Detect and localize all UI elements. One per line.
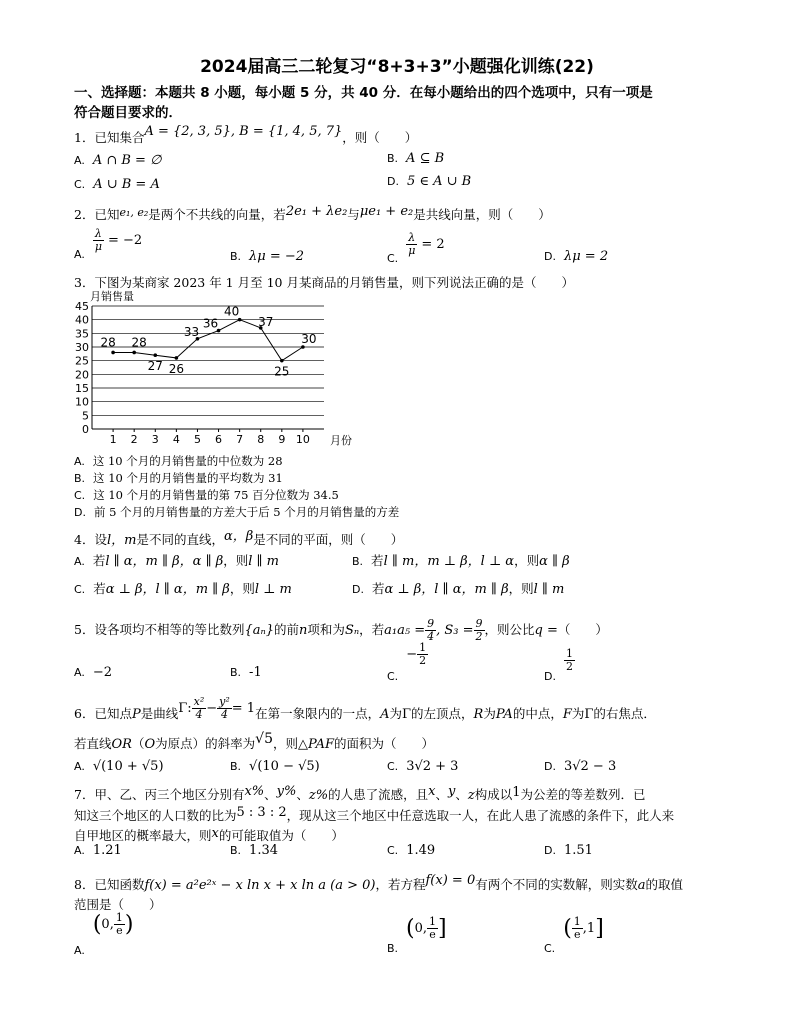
data-point: [153, 353, 157, 357]
chart-yticks: [75, 300, 89, 436]
data-label: 40: [223, 304, 240, 319]
data-label: 28: [100, 335, 116, 350]
x-tick-label: 9: [278, 433, 286, 446]
q7-stem-line1: 7．甲、乙、丙三个地区分别有x%、y%、z%的人患了流感，且x、y、z构成以1为公差的等差数列．已: [74, 784, 646, 803]
data-point: [111, 351, 115, 355]
x-tick-label: 3: [151, 433, 159, 446]
x-tick-label: 7: [236, 433, 244, 446]
chart-xlabel: 月份: [330, 434, 352, 447]
chart-data-labels: [100, 305, 316, 379]
q3-option-d[interactable]: D. 前 5 个月的月销售量的方差大于后 5 个月的月销售量的方差: [74, 505, 400, 519]
data-label: 33: [183, 324, 200, 339]
x-tick-label: 4: [172, 433, 180, 446]
y-tick-label: 0: [82, 423, 89, 436]
q2-option-b[interactable]: B. λμ = −2: [230, 249, 305, 264]
section-heading-line2: 符合题目要求的．: [74, 105, 182, 121]
q2-stem: 2．已知e₁, e₂是两个不共线的向量，若2e₁ + λe₂与μe₁ + e₂是共线向量，则（ ）: [74, 204, 551, 222]
q6-option-b[interactable]: B. √(10 − √5): [230, 759, 320, 774]
y-tick-label: 15: [75, 382, 89, 395]
x-tick-label: 10: [295, 433, 310, 446]
q6-stem-line2: 若直线OR（O为原点）的斜率为√5，则△PAF的面积为（ ）: [74, 731, 434, 752]
q3-option-a[interactable]: A. 这 10 个月的月销售量的中位数为 28: [74, 454, 283, 468]
q1-option-a[interactable]: A. A ∩ B = ∅: [74, 153, 162, 168]
x-tick-label: 1: [109, 433, 117, 446]
q1-option-d[interactable]: D. 5 ∈ A ∪ B: [387, 174, 472, 189]
q7-option-a[interactable]: A. 1.21: [74, 843, 122, 858]
data-label: 27: [147, 359, 163, 374]
q5-stem: 5．设各项均不相等的等比数列{aₙ}的前n项和为Sₙ，若a₁a₅ = $\frac{9}{4}$ , S₃ = $\frac{9}{2}$ ，则公比q =（ ）: [74, 617, 608, 643]
q4-option-c[interactable]: C. 若α ⊥ β，l ∥ α，m ∥ β，则l ⊥ m: [74, 581, 292, 597]
y-tick-label: 30: [75, 341, 89, 354]
q7-option-d[interactable]: D. 1.51: [544, 843, 593, 858]
q8-stem-line1: 8．已知函数f(x) = a²e²ˣ − x ln x + x ln a (a > 0)，若方程f(x) = 0有两个不同的实数解，则实数a的取值: [74, 873, 684, 893]
q6-option-c[interactable]: C. 3√2 + 3: [387, 759, 459, 774]
data-point: [132, 351, 136, 355]
q2-option-c[interactable]: C. $\frac{\lambda}{\mu}$ = 2: [387, 231, 445, 265]
x-tick-label: 6: [215, 433, 223, 446]
q7-option-b[interactable]: B. 1.34: [230, 843, 278, 858]
y-tick-label: 10: [75, 395, 89, 409]
q4-option-b[interactable]: B. 若l ∥ m，m ⊥ β，l ⊥ α，则α ∥ β: [352, 553, 570, 569]
q2-option-a[interactable]: A. $\frac{\lambda}{\mu}$ = −2: [74, 227, 143, 261]
x-tick-label: 2: [130, 433, 138, 446]
section-heading-line1: 一、选择题：本题共 8 小题，每小题 5 分，共 40 分．在每小题给出的四个选项中，只有一项是: [74, 85, 653, 101]
data-label: 37: [258, 314, 274, 329]
data-label: 36: [202, 316, 219, 331]
chart-ylabel: 月销售量: [90, 290, 134, 303]
q4-stem: 4．设l，m是不同的直线，α，β是不同的平面，则（ ）: [74, 529, 404, 548]
q3-stem: 3．下图为某商家 2023 年 1 月至 10 月某商品的月销售量，则下列说法正确的是（ ）: [74, 275, 574, 290]
page-title: 2024届高三二轮复习“8+3+3”小题强化训练(22): [200, 57, 594, 77]
chart-xticks: [110, 429, 310, 446]
q6-stem-line1: 6．已知点P是曲线Γ: $\frac{\text{x²}}{4}$ − $\frac{\text{y²}}{4}$ = 1在第一象限内的一点，A为Γ的左顶点，R为PA的中点，F为Γ的右焦点．: [74, 695, 656, 722]
q8-option-a[interactable]: A.(0, $\frac{1}{e}$ ): [74, 911, 134, 957]
q8-stem-line2: 范围是（ ）: [74, 897, 162, 912]
q5-option-d[interactable]: D. $\frac{1}{2}$: [544, 647, 573, 683]
q4-option-a[interactable]: A. 若l ∥ α，m ∥ β，α ∥ β，则l ∥ m: [74, 553, 280, 569]
q1-option-b[interactable]: B. A ⊆ B: [387, 151, 445, 166]
y-tick-label: 25: [75, 354, 89, 368]
q7-stem-line2: 知这三个地区的人口数的比为5 : 3 : 2，现从这三个地区中任意选取一人，在此人患了流感的条件下，此人来: [74, 805, 675, 823]
q3-option-c[interactable]: C. 这 10 个月的月销售量的第 75 百分位数为 34.5: [74, 488, 339, 502]
q7-stem-line3: 自甲地区的概率最大，则x的可能取值为（ ）: [74, 826, 344, 843]
y-tick-label: 45: [75, 300, 89, 313]
x-tick-label: 8: [257, 433, 265, 446]
monthly-sales-chart: [74, 288, 374, 458]
q4-option-d[interactable]: D. 若α ⊥ β，l ∥ α，m ∥ β，则l ∥ m: [352, 581, 565, 597]
q6-option-a[interactable]: A. √(10 + √5): [74, 759, 164, 774]
data-label: 25: [274, 364, 290, 379]
q7-option-c[interactable]: C. 1.49: [387, 843, 436, 858]
q8-option-b[interactable]: B.(0, $\frac{1}{e}$ ]: [387, 915, 447, 955]
y-tick-label: 5: [82, 409, 89, 423]
q1-option-c[interactable]: C. A ∪ B = A: [74, 177, 160, 192]
q5-option-c[interactable]: C.− $\frac{1}{2}$: [387, 641, 427, 683]
y-tick-label: 35: [75, 327, 89, 341]
q8-option-c[interactable]: C.( $\frac{1}{e}$ ,1]: [544, 915, 604, 955]
y-tick-label: 40: [75, 313, 89, 327]
q2-option-d[interactable]: D. λμ = 2: [544, 249, 609, 264]
x-tick-label: 5: [193, 433, 201, 446]
data-label: 28: [131, 335, 147, 350]
data-point: [280, 359, 284, 363]
data-label: 30: [301, 332, 317, 346]
q5-option-a[interactable]: A. −2: [74, 665, 112, 680]
data-point: [175, 356, 179, 360]
q5-option-b[interactable]: B. -1: [230, 665, 262, 680]
q3-option-b[interactable]: B. 这 10 个月的月销售量的平均数为 31: [74, 471, 283, 485]
y-tick-label: 20: [75, 368, 89, 382]
q6-option-d[interactable]: D. 3√2 − 3: [544, 759, 617, 774]
data-label: 26: [168, 361, 185, 376]
q1-stem: 1．已知集合A = {2, 3, 5}, B = {1, 4, 5, 7}，则（ ）: [74, 124, 418, 145]
